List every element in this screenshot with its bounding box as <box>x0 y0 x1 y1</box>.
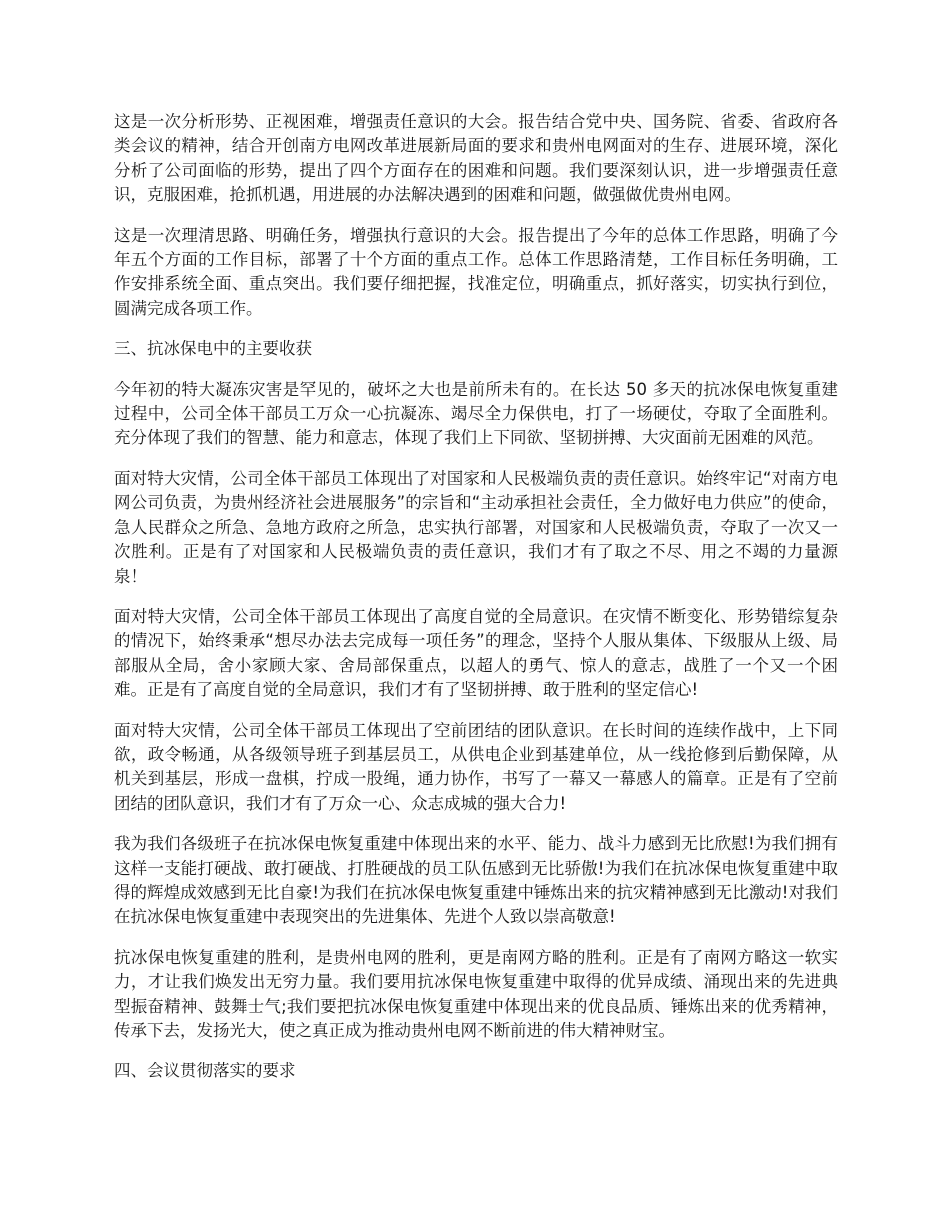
paragraph-7: 我为我们各级班子在抗冰保电恢复重建中体现出来的水平、能力、战斗力感到无比欣慰!为我们拥有这样一支能打硬战、敢打硬战、打胜硬战的员工队伍感到无比骄傲!为我们在抗冰保电恢复重建中取得的辉煌成效感到无比自豪!为我们在抗冰保电恢复重建中锤炼出来的抗灾精神感到无比激动!对我们在抗冰保电恢复重建中表现突出的先进集体、先进个人致以崇高敬意! <box>114 834 838 927</box>
section-heading-4: 四、会议贯彻落实的要求 <box>114 1061 296 1081</box>
paragraph-1: 这是一次分析形势、正视困难，增强责任意识的大会。报告结合党中央、国务院、省委、省政府各类会议的精神，结合开创南方电网改革进展新局面的要求和贵州电网面对的生存、进展环境，深化分析了公司面临的形势，提出了四个方面存在的困难和问题。我们要深刻认识，进一步增强责任意识，克服困难，抢抓机遇，用进展的办法解决遇到的困难和问题，做强做优贵州电网。 <box>114 112 838 205</box>
section-heading-3: 三、抗冰保电中的主要收获 <box>114 339 312 359</box>
document-page <box>114 110 838 1100</box>
paragraph-6: 面对特大灾情，公司全体干部员工体现出了空前团结的团队意识。在长时间的连续作战中，上下同欲，政令畅通，从各级领导班子到基层员工，从供电企业到基建单位，从一线抢修到后勤保障，从机关到基层，形成一盘棋，拧成一股绳，通力协作，书写了一幕又一幕感人的篇章。正是有了空前团结的团队意识，我们才有了万众一心、众志成城的强大合力! <box>114 720 838 813</box>
paragraph-2: 这是一次理清思路、明确任务，增强执行意识的大会。报告提出了今年的总体工作思路，明确了今年五个方面的工作目标，部署了十个方面的重点工作。总体工作思路清楚，工作目标任务明确，工作安排系统全面、重点突出。我们要仔细把握，找准定位，明确重点，抓好落实，切实执行到位，圆满完成各项工作。 <box>114 225 838 318</box>
paragraph-3: 今年初的特大凝冻灾害是罕见的，破坏之大也是前所未有的。在长达 50 多天的抗冰保电恢复重建过程中，公司全体干部员工万众一心抗凝冻、竭尽全力保供电，打了一场硬仗，夺取了全面胜利。充分体现了我们的智慧、能力和意志，体现了我们上下同欲、坚韧拼搏、大灾面前无困难的风范。 <box>114 379 838 448</box>
paragraph-8: 抗冰保电恢复重建的胜利，是贵州电网的胜利，更是南网方略的胜利。正是有了南网方略这一软实力，才让我们焕发出无穷力量。我们要用抗冰保电恢复重建中取得的优异成绩、涌现出来的先进典型振奋精神、鼓舞士气;我们要把抗冰保电恢复重建中体现出来的优良品质、锤炼出来的优秀精神，传承下去，发扬光大，使之真正成为推动贵州电网不断前进的伟大精神财宝。 <box>114 947 838 1040</box>
paragraph-5: 面对特大灾情，公司全体干部员工体现出了高度自觉的全局意识。在灾情不断变化、形势错综复杂的情况下，始终秉承“想尽办法去完成每一项任务”的理念，坚持个人服从集体、下级服从上级、局部服从全局，舍小家顾大家、舍局部保重点，以超人的勇气、惊人的意志，战胜了一个又一个困难。正是有了高度自觉的全局意识，我们才有了坚韧拼搏、敢于胜利的坚定信心! <box>114 606 838 700</box>
paragraph-4: 面对特大灾情，公司全体干部员工体现出了对国家和人民极端负责的责任意识。始终牢记“对南方电网公司负责，为贵州经济社会进展服务”的宗旨和“主动承担社会责任，全力做好电力供应”的使命，急人民群众之所急、急地方政府之所急，忠实执行部署，对国家和人民极端负责，夺取了一次又一次胜利。正是有了对国家和人民极端负责的责任意识，我们才有了取之不尽、用之不竭的力量源泉！ <box>114 468 838 586</box>
